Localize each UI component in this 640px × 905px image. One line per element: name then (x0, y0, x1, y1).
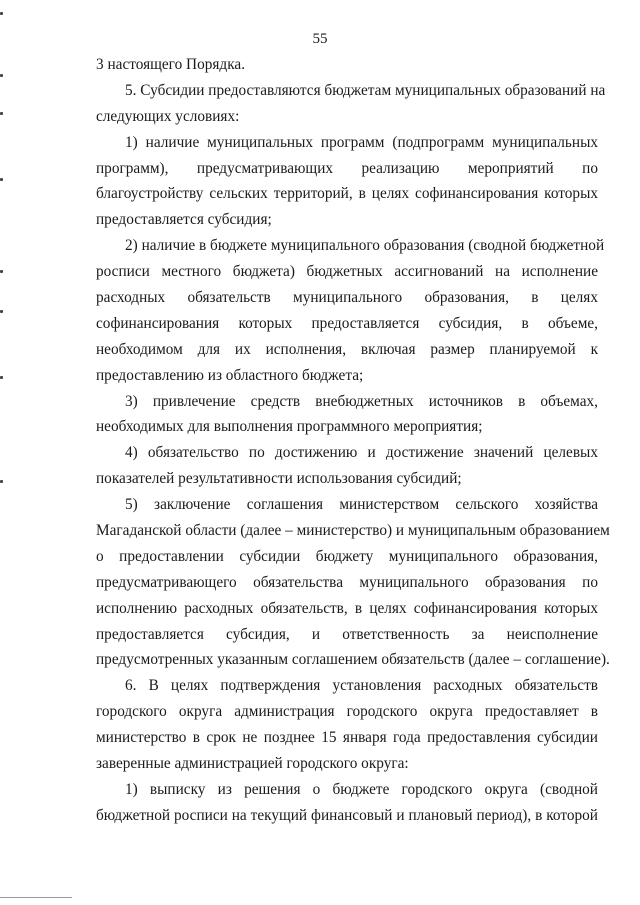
text-line: необходимых для выполнения программного мероприятия; (96, 418, 483, 436)
text-line: бюджетной росписи на текущий финансовый и плановый период), в которой (96, 806, 598, 824)
text-line: предусматривающего обязательства муниципального образования по (96, 573, 598, 591)
text-line: заверенные администрацией городского округа: (96, 755, 409, 773)
list-item-line: 1) выписку из решения о бюджете городского округа (сводной (125, 780, 598, 798)
scan-margin-mark (0, 310, 3, 313)
footer-rule (0, 897, 72, 898)
scan-margin-mark (0, 12, 3, 15)
text-line: предусмотренных указанным соглашением обязательств (далее – соглашение). (96, 651, 610, 669)
text-line: следующих условиях: (96, 107, 240, 125)
text-line: программ), предусматривающих реализацию мероприятий по (96, 159, 598, 177)
text-line: 3 настоящего Порядка. (96, 56, 246, 73)
text-line: предоставляется субсидия, и ответственность за неисполнение (96, 625, 598, 643)
list-item-line: 3) привлечение средств внебюджетных источников в объемах, (125, 392, 598, 410)
text-line: исполнению расходных обязательств, в целях софинансирования которых (96, 599, 598, 617)
paragraph-line: 5. Субсидии предоставляются бюджетам муниципальных образований на (125, 81, 606, 99)
page-number: 55 (312, 31, 328, 47)
scan-margin-mark (0, 376, 3, 379)
paragraph-line: 6. В целях подтверждения установления расходных обязательств (125, 677, 598, 695)
list-item-line: 5) заключение соглашения министерством сельского хозяйства (125, 496, 598, 514)
text-line: Магаданской области (далее – министерство) и муниципальным образованием (96, 522, 610, 540)
list-item-line: 4) обязательство по достижению и достижение значений целевых (125, 444, 598, 462)
scan-margin-mark (0, 270, 3, 273)
scan-margin-mark (0, 74, 3, 77)
scan-margin-mark (0, 480, 3, 483)
text-line: о предоставлении субсидии бюджету муниципального образования, (96, 547, 598, 565)
text-line: необходимом для их исполнения, включая размер планируемой к (96, 340, 598, 358)
scan-margin-mark (0, 112, 3, 115)
text-line: софинансирования которых предоставляется субсидия, в объеме, (96, 314, 598, 332)
text-line: росписи местного бюджета) бюджетных ассигнований на исполнение (96, 263, 598, 281)
list-item-line: 2) наличие в бюджете муниципального образования (сводной бюджетной (125, 237, 605, 255)
document-body (96, 52, 610, 829)
text-line: предоставляется субсидия; (96, 211, 272, 229)
text-line: благоустройству сельских территорий, в целях софинансирования которых (96, 185, 598, 203)
text-line: министерство в срок не позднее 15 января года предоставления субсидии (96, 729, 598, 747)
scan-margin-mark (0, 178, 3, 181)
text-line: предоставлению из областного бюджета; (96, 366, 364, 384)
text-line: показателей результативности использования субсидий; (96, 470, 462, 488)
list-item-line: 1) наличие муниципальных программ (подпрограмм муниципальных (125, 133, 598, 151)
text-line: расходных обязательств муниципального образования, в целях (96, 289, 598, 307)
text-line: городского округа администрация городского округа предоставляет в (96, 703, 598, 721)
